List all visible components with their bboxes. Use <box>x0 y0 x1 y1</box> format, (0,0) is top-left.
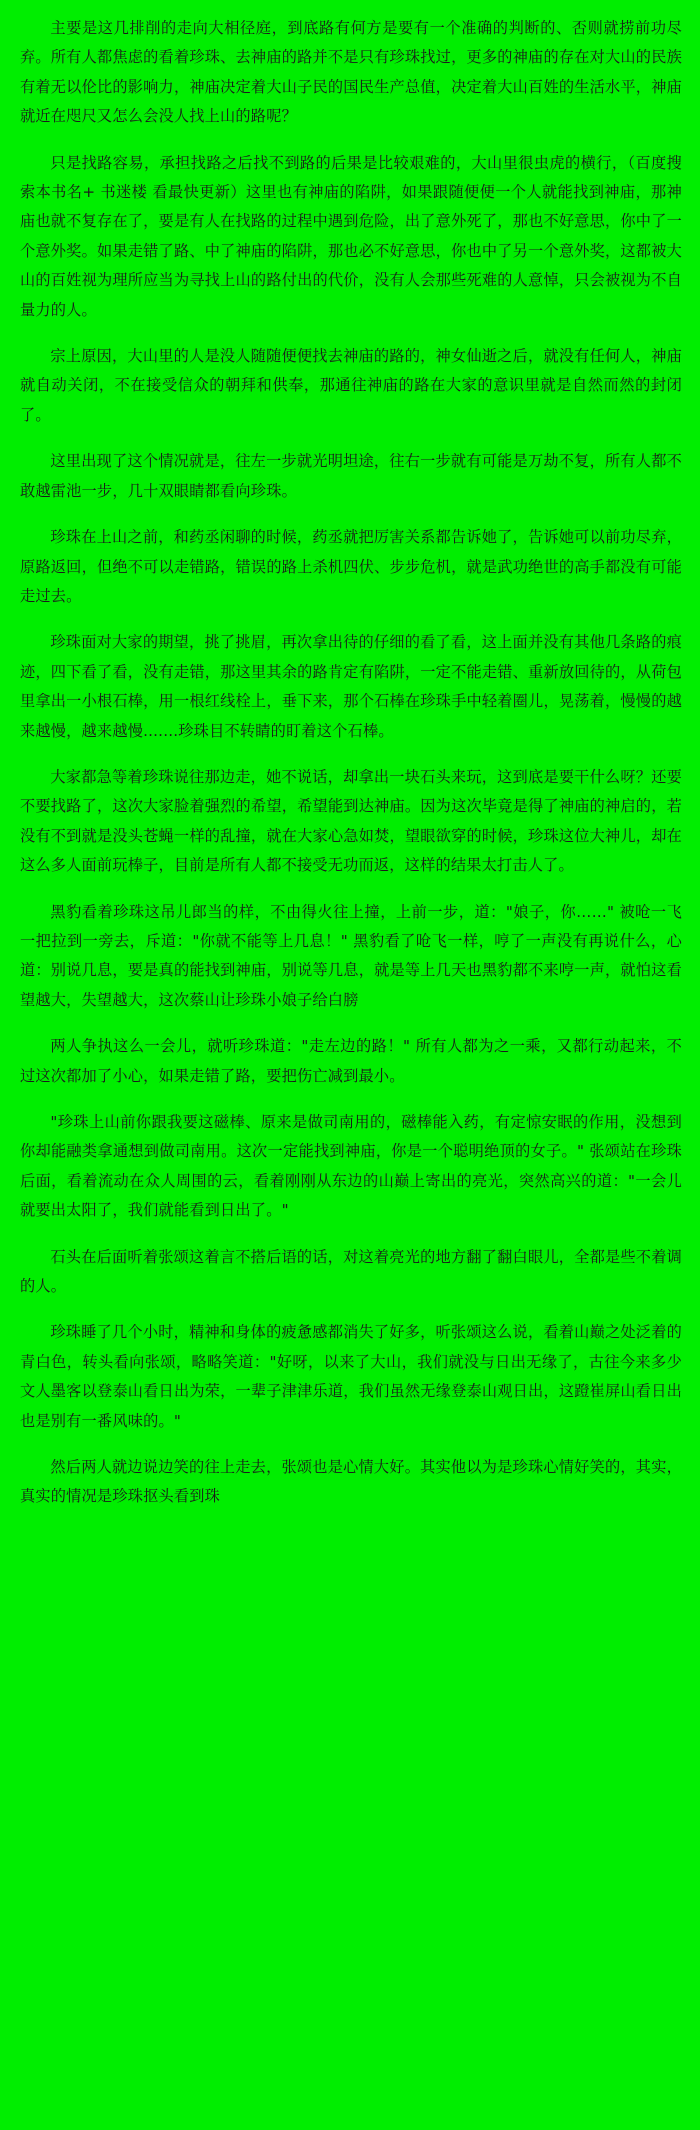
paragraph: 珍珠睡了几个小时，精神和身体的疲惫感都消失了好多，听张颂这么说，看着山巅之处泛着的青白色，转头看向张颂，略略笑道："好呀，以来了大山，我们就没与日出无缘了，古往今来多少文人墨客以登泰山看日出为荣，一辈子津津乐道，我们虽然无缘登泰山观日出，这蹬崔屏山看日出也是别有一番风味的。" <box>20 1323 682 1430</box>
paragraph: 珍珠面对大家的期望，挑了挑眉，再次拿出待的仔细的看了看，这上面并没有其他几条路的痕迹，四下看了看，没有走错，那这里其余的路肯定有陷阱，一定不能走错、重新放回待的，从荷包里拿出一小根石棒，用一根红线栓上，垂下来，那个石棒在珍珠手中轻着圈儿，晃荡着，慢慢的越来越慢，越来越慢.......珍珠目不转睛的盯着这个石棒。 <box>20 633 682 740</box>
paragraph: 黑豹看着珍珠这吊儿郎当的样，不由得火往上撞，上前一步，道："娘子，你……" 被呛一飞一把拉到一旁去，斥道："你就不能等上几息！" 黑豹看了呛飞一样，哼了一声没有再说什么，心道：别说几息，要是真的能找到神庙，别说等几息，就是等上几天也黑豹都不来哼一声，就怕这看望越大，失望越大，这次蔡山让珍珠小娘子给白膀 <box>20 902 682 1009</box>
paragraph: 然后两人就边说边笑的往上走去，张颂也是心情大好。其实他以为是珍珠心情好笑的，其实，真实的情况是珍珠抠头看到珠 <box>20 1458 682 1506</box>
paragraph: 石头在后面听着张颂这着言不搭后语的话，对这着亮光的地方翻了翻白眼儿，全都是些不着调的人。 <box>20 1247 682 1296</box>
paragraph: "珍珠上山前你跟我要这磁棒、原来是做司南用的，磁棒能入药，有定惊安眠的作用，没想到你却能融类拿通想到做司南用。这次一定能找到神庙，你是一个聪明绝顶的女子。" 张颂站在珍珠后面，看着流动在众人周围的云，看着刚刚从东边的山巅上寄出的亮光，突然高兴的道："一会儿就要出太阳了，我们就能看到日出了。" <box>20 1113 682 1220</box>
document-body <box>20 14 682 1512</box>
paragraph: 珍珠在上山之前，和药丞闲聊的时候，药丞就把厉害关系都告诉她了，告诉她可以前功尽弃，原路返回，但绝不可以走错路，错误的路上杀机四伏、步步危机，就是武功绝世的高手都没有可能走过去。 <box>20 528 682 605</box>
paragraph: 主要是这几排削的走向大相径庭，到底路有何方是要有一个准确的判断的、否则就捞前功尽弃。所有人都焦虑的看着珍珠、去神庙的路并不是只有珍珠找过，更多的神庙的存在对大山的民族有着无以伦比的影响力，神庙决定着大山子民的国民生产总值，决定着大山百姓的生活水平，神庙就近在咫尺又怎么会没人找上山的路呢？ <box>20 19 682 126</box>
paragraph: 只是找路容易，承担找路之后找不到路的后果是比较艰难的，大山里很虫虎的横行，（百度搜索本书名+ 书迷楼 看最快更新）这里也有神庙的陷阱，如果跟随便便一个人就能找到神庙，那神庙也就不复存在了，要是有人在找路的过程中遇到危险，出了意外死了，那也不好意思，你中了一个意外奖。如果走错了路、中了神庙的陷阱，那也必不好意思，你也中了另一个意外奖，这都被大山的百姓视为理所应当为寻找上山的路付出的代价，没有人会那些死难的人意悼，只会被视为不自量力的人。 <box>20 153 682 319</box>
paragraph: 两人争执这么一会儿，就听珍珠道："走左边的路！" 所有人都为之一乘，又都行动起来，不过这次都加了小心，如果走错了路，要把伤亡减到最小。 <box>20 1037 682 1085</box>
paragraph: 宗上原因，大山里的人是没人随随便便找去神庙的路的，神女仙逝之后，就没有任何人，神庙就自动关闭，不在接受信众的朝拜和供奉，那通往神庙的路在大家的意识里就是自然而然的封闭了。 <box>20 347 682 424</box>
paragraph: 大家都急等着珍珠说往那边走，她不说话，却拿出一块石头来玩，这到底是要干什么呀？还要不要找路了，这次大家脸着强烈的希望，希望能到达神庙。因为这次毕竟是得了神庙的神启的，若没有不到就是没头苍蝇一样的乱撞，就在大家心急如焚，望眼欲穿的时候，珍珠这位大神儿，却在这么多人面前玩棒子，目前是所有人都不接受无功而返，这样的结果太打击人了。 <box>20 767 682 875</box>
paragraph: 这里出现了这个情况就是，往左一步就光明坦途，往右一步就有可能是万劫不复，所有人都不敢越雷池一步，几十双眼睛都看向珍珠。 <box>20 452 682 500</box>
